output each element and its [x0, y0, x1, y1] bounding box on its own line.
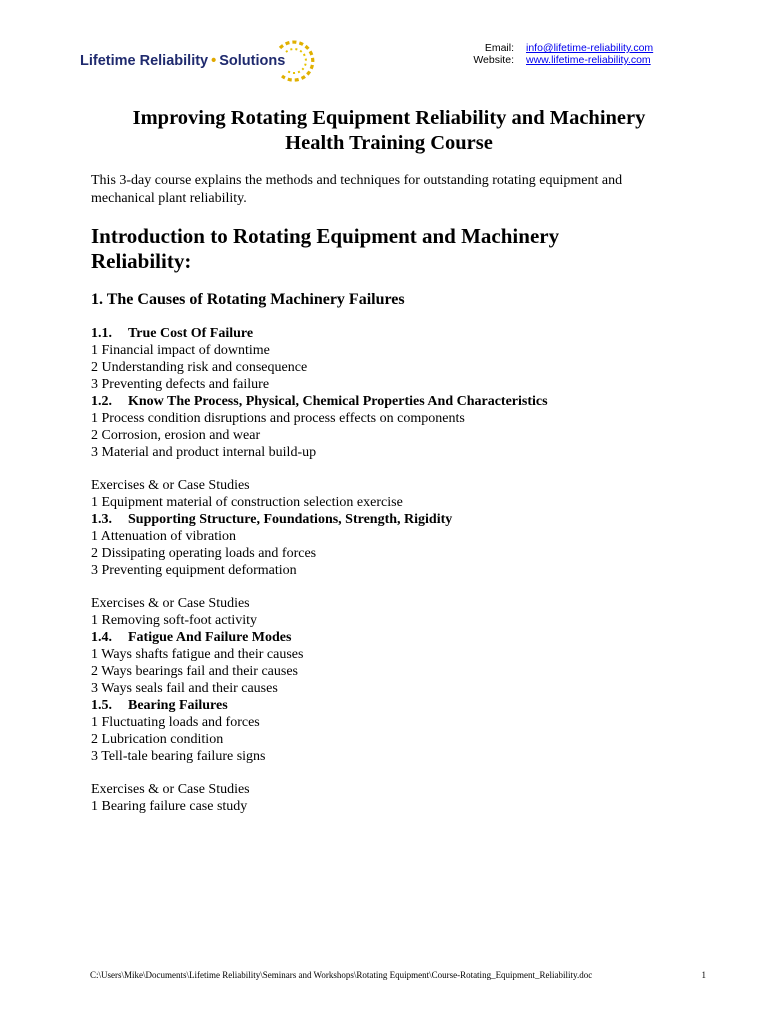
course-section: [91, 511, 731, 629]
list-item: 2 Understanding risk and consequence: [91, 360, 308, 375]
exercise-item: 1 Removing soft-foot activity: [91, 613, 258, 628]
list-item: 1 Process condition disruptions and process effects on components: [91, 411, 465, 426]
exercise-heading: Exercises & or Case Studies: [91, 478, 250, 493]
heading-line: Reliability:: [91, 249, 192, 273]
footer-file-path: C:\Users\Mike\Documents\Lifetime Reliability\Seminars and Workshops\Rotating Equipment\Course-Rotating_Equipment_Reliability.doc: [90, 970, 593, 980]
list-item: 3 Material and product internal build-up: [91, 445, 317, 460]
section-number: 1.2.: [91, 394, 112, 409]
page-footer: [90, 970, 706, 981]
gear-icon: [272, 38, 318, 84]
course-section: [91, 629, 731, 697]
section-number: 1.3.: [91, 512, 112, 527]
exercise-item: 1 Bearing failure case study: [91, 799, 248, 814]
list-item: 3 Preventing equipment deformation: [91, 563, 297, 578]
section-title-text: Supporting Structure, Foundations, Strength, Rigidity: [128, 512, 453, 527]
email-link[interactable]: info@lifetime-reliability.com: [526, 42, 654, 54]
exercise-heading: Exercises & or Case Studies: [91, 782, 250, 797]
section-title: [91, 511, 731, 528]
list-item: 3 Preventing defects and failure: [91, 377, 270, 392]
spacer: [91, 461, 731, 477]
list-item: 1 Attenuation of vibration: [91, 529, 237, 544]
section-title: [91, 325, 731, 342]
logo-text: [80, 53, 285, 69]
spacer: [91, 579, 731, 595]
section-heading: [91, 224, 691, 274]
list-item: 1 Financial impact of downtime: [91, 343, 270, 358]
title-line: Improving Rotating Equipment Reliability and Machinery: [132, 107, 646, 129]
website-label: Website:: [473, 54, 514, 66]
company-logo: [80, 40, 285, 82]
logo-separator: •: [211, 53, 217, 69]
section-title: [91, 697, 731, 714]
intro-paragraph: [91, 172, 711, 208]
course-section: [91, 697, 731, 815]
list-item: 2 Dissipating operating loads and forces: [91, 546, 317, 561]
contact-info: [440, 42, 653, 66]
intro-line: This 3-day course explains the methods and techniques for outstanding rotating equipment and: [91, 173, 623, 188]
list-item: 3 Ways seals fail and their causes: [91, 681, 278, 696]
section-title-text: Fatigue And Failure Modes: [128, 630, 292, 645]
course-sections: [91, 325, 731, 815]
section-title-text: Bearing Failures: [128, 698, 228, 713]
spacer: [91, 765, 731, 781]
email-label: Email:: [484, 42, 514, 54]
section-title-text: Know The Process, Physical, Chemical Properties And Characteristics: [128, 394, 548, 409]
list-item: 1 Ways shafts fatigue and their causes: [91, 647, 304, 662]
logo-suffix: Solutions: [219, 53, 286, 69]
section-title: [91, 629, 731, 646]
page-number: 1: [701, 970, 706, 980]
course-section: [91, 325, 731, 393]
subheading: 1. The Causes of Rotating Machinery Failures: [91, 291, 405, 308]
list-item: 2 Lubrication condition: [91, 732, 224, 747]
title-line: Health Training Course: [285, 132, 493, 154]
course-section: [91, 393, 731, 511]
list-item: 2 Ways bearings fail and their causes: [91, 664, 298, 679]
website-row: [440, 54, 653, 66]
list-item: 1 Fluctuating loads and forces: [91, 715, 260, 730]
logo-name: Lifetime Reliability: [80, 53, 209, 69]
list-item: 3 Tell-tale bearing failure signs: [91, 749, 266, 764]
intro-line: mechanical plant reliability.: [91, 191, 247, 206]
document-title: [60, 106, 718, 156]
website-link[interactable]: www.lifetime-reliability.com: [526, 54, 651, 66]
section-number: 1.5.: [91, 698, 112, 713]
section-number: 1.1.: [91, 326, 112, 341]
section-title: [91, 393, 731, 410]
exercise-item: 1 Equipment material of construction selection exercise: [91, 495, 403, 510]
email-row: [440, 42, 653, 54]
heading-line: Introduction to Rotating Equipment and Machinery: [91, 224, 560, 248]
section-number: 1.4.: [91, 630, 112, 645]
section-title-text: True Cost Of Failure: [128, 326, 254, 341]
exercise-heading: Exercises & or Case Studies: [91, 596, 250, 611]
list-item: 2 Corrosion, erosion and wear: [91, 428, 261, 443]
